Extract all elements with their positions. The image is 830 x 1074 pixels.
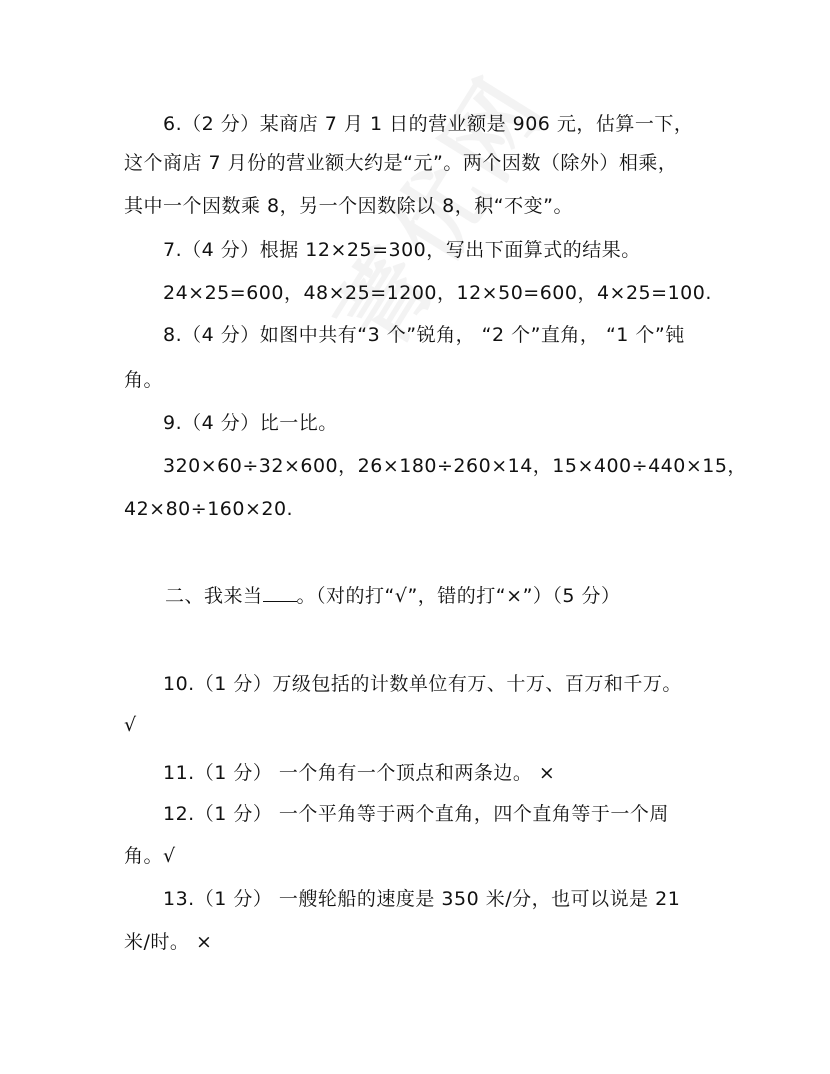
q7-line2: 24×25=600，48×25=1200，12×50=600，4×25=100. <box>163 282 712 304</box>
q9-line2: 320×60÷32×600，26×180÷260×14，15×400÷440×15， <box>163 455 747 477</box>
q12-line1: 12.（1 分） 一个平角等于两个直角，四个直角等于一个周 <box>163 803 669 825</box>
q7-line1: 7.（4 分）根据 12×25=300，写出下面算式的结果。 <box>163 239 641 261</box>
section-2-heading-before: 二、我来当 <box>165 585 263 607</box>
q9-line1: 9.（4 分）比一比。 <box>163 412 338 434</box>
q9-line3: 42×80÷160×20. <box>124 498 294 520</box>
q10-line1: 10.（1 分）万级包括的计数单位有万、十万、百万和千万。 <box>163 673 682 695</box>
section-2-heading <box>165 583 621 609</box>
q6-line1: 6.（2 分）某商店 7 月 1 日的营业额是 906 元，估算一下， <box>163 113 694 135</box>
q10-answer: √ <box>124 714 137 736</box>
q13-line1: 13.（1 分） 一艘轮船的速度是 350 米/分，也可以说是 21 <box>163 888 681 910</box>
q12-line2: 角。√ <box>124 845 176 867</box>
q6-line2: 这个商店 7 月份的营业额大约是“元”。两个因数（除外）相乘， <box>124 152 678 174</box>
q8-line1: 8.（4 分）如图中共有“3 个”锐角， “2 个”直角， “1 个”钝 <box>163 324 685 346</box>
q8-line2: 角。 <box>124 369 164 391</box>
q13-line2: 米/时。 × <box>124 931 213 953</box>
answer-blank <box>263 583 297 602</box>
q6-line3: 其中一个因数乘 8，另一个因数除以 8，积“不变”。 <box>124 195 573 217</box>
q11-line1: 11.（1 分） 一个角有一个顶点和两条边。 × <box>163 762 556 784</box>
section-2-heading-after: 。（对的打“√”，错的打“×”）（5 分） <box>296 585 621 607</box>
